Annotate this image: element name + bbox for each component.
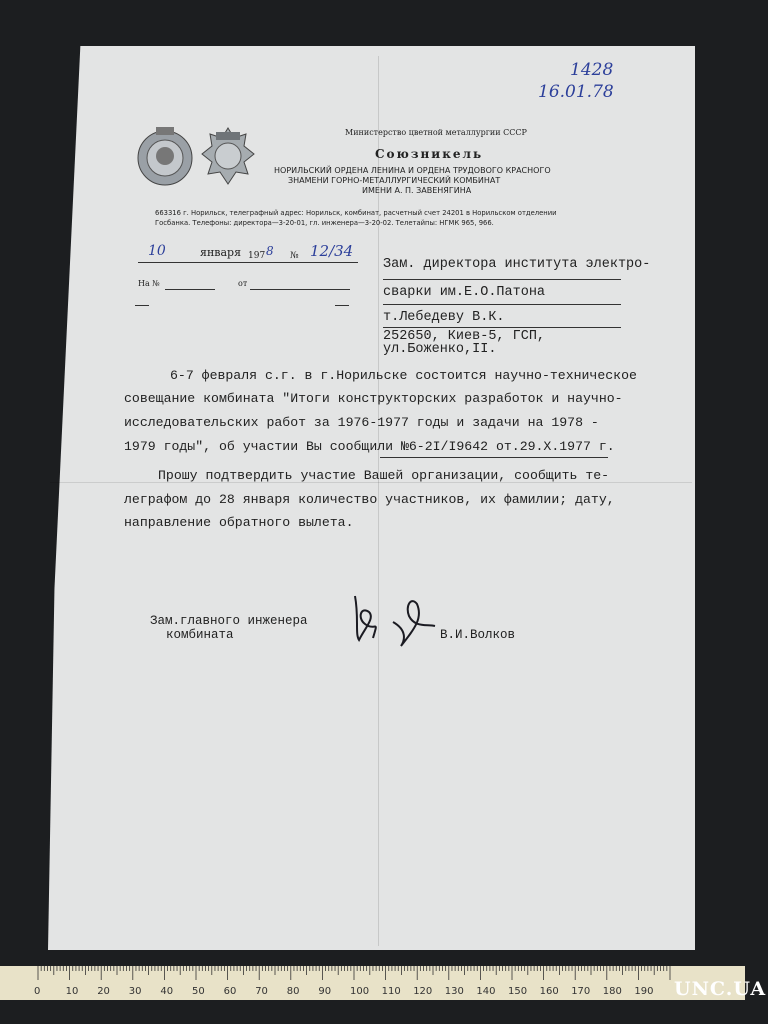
combinat-name-line3: ИМЕНИ А. П. ЗАВЕНЯГИНА	[362, 186, 472, 195]
ruler-label: 190	[634, 986, 654, 997]
date-year-prefix: 197	[248, 251, 266, 261]
ruler-label: 100	[350, 986, 370, 997]
body-p1-line4: 1979 годы", об участии Вы сообщили №6-2I/I9642 от.29.X.1977 г.	[124, 439, 615, 454]
body-p1-line3: исследовательских работ за 1976-1977 годы и задачи на 1978 -	[124, 415, 599, 430]
body-p1-line1: 6-7 февраля с.г. в г.Норильске состоится научно-техническое	[170, 368, 637, 383]
ruler-label: 160	[539, 986, 559, 997]
reference-date-line	[250, 289, 350, 290]
ruler-label: 20	[97, 986, 110, 997]
ruler-label: 40	[160, 986, 174, 997]
ruler-label: 140	[476, 986, 496, 997]
date-day: 10	[148, 243, 166, 259]
ruler-tick-marks	[0, 966, 745, 1000]
date-underline	[138, 262, 358, 263]
ruler-label: 60	[223, 986, 237, 997]
number-label: №	[290, 251, 299, 261]
recipient-line3: т.Лебедеву В.К.	[383, 310, 505, 325]
ruler-label: 180	[602, 986, 622, 997]
ruler-label: 90	[318, 986, 332, 997]
ruler-label: 120	[413, 986, 433, 997]
ruler-label: 110	[381, 986, 401, 997]
date-month: января	[200, 246, 242, 259]
reference-date-label: от	[238, 279, 248, 288]
ruler-label: 70	[255, 986, 268, 997]
recipient-line2: сварки им.Е.О.Патона	[383, 285, 546, 300]
body-p1-line2: совещание комбината "Итоги конструкторских разработок и научно-	[124, 391, 623, 406]
organization-name: Союзникель	[375, 147, 484, 161]
ruler-label: 130	[444, 986, 464, 997]
recipient-underline2	[383, 304, 621, 305]
signatory-title-line2: комбината	[166, 628, 234, 642]
signatory-name: В.И.Волков	[440, 628, 516, 642]
ruler-label: 30	[128, 986, 142, 997]
reference-number-label: На №	[138, 279, 160, 288]
ruler-label: 50	[192, 986, 205, 997]
registration-number: 1428	[570, 60, 614, 80]
corner-mark-left	[135, 305, 149, 306]
body-p2-line2: леграфом до 28 января количество участников, их фамилии; дату,	[124, 492, 615, 507]
body-p2-line3: направление обратного вылета.	[124, 515, 354, 530]
address-line1: 663316 г. Норильск, телеграфный адрес: Норильск, комбинат, расчетный счет 24201 в Норильском отделении	[155, 209, 557, 217]
registration-date: 16.01.78	[538, 82, 614, 102]
ruler-label: 150	[508, 986, 528, 997]
outgoing-number: 12/34	[310, 242, 354, 260]
date-year-digit: 8	[266, 244, 274, 258]
reference-number-line	[165, 289, 215, 290]
combinat-name-line1: НОРИЛЬСКИЙ ОРДЕНА ЛЕНИНА И ОРДЕНА ТРУДОВОГО КРАСНОГО	[274, 166, 551, 175]
recipient-line4: 252650, Киев-5, ГСП,	[383, 329, 546, 344]
reference-underline	[380, 457, 608, 458]
body-p2-line1: Прошу подтвердить участие Вашей организации, сообщить те-	[158, 468, 610, 483]
ruler-label: 10	[65, 986, 79, 997]
recipient-line1: Зам. директора института электро-	[383, 257, 651, 272]
handwritten-signature	[345, 588, 445, 660]
combinat-name-line2: ЗНАМЕНИ ГОРНО-МЕТАЛЛУРГИЧЕСКИЙ КОМБИНАТ	[288, 176, 501, 185]
corner-mark-right	[335, 305, 349, 306]
watermark-logo: UNC.UA	[674, 978, 767, 1000]
recipient-underline3	[383, 327, 621, 328]
recipient-line5: ул.Боженко,II.	[383, 342, 497, 357]
measuring-ruler	[0, 966, 745, 1000]
order-of-red-banner-emblem	[200, 126, 256, 192]
ruler-label: 80	[286, 986, 300, 997]
signatory-title-line1: Зам.главного инженера	[150, 614, 308, 628]
order-of-lenin-emblem	[136, 124, 194, 190]
address-line2: Госбанка. Телефоны: директора—3-20-01, гл. инженера—3-20-02. Телетайпы: НГМК 965, 966.	[155, 219, 494, 227]
recipient-underline1	[383, 279, 621, 280]
ruler-label: 170	[571, 986, 591, 997]
ruler-label: 0	[34, 986, 41, 997]
ministry-name: Министерство цветной металлургии СССР	[345, 128, 527, 137]
